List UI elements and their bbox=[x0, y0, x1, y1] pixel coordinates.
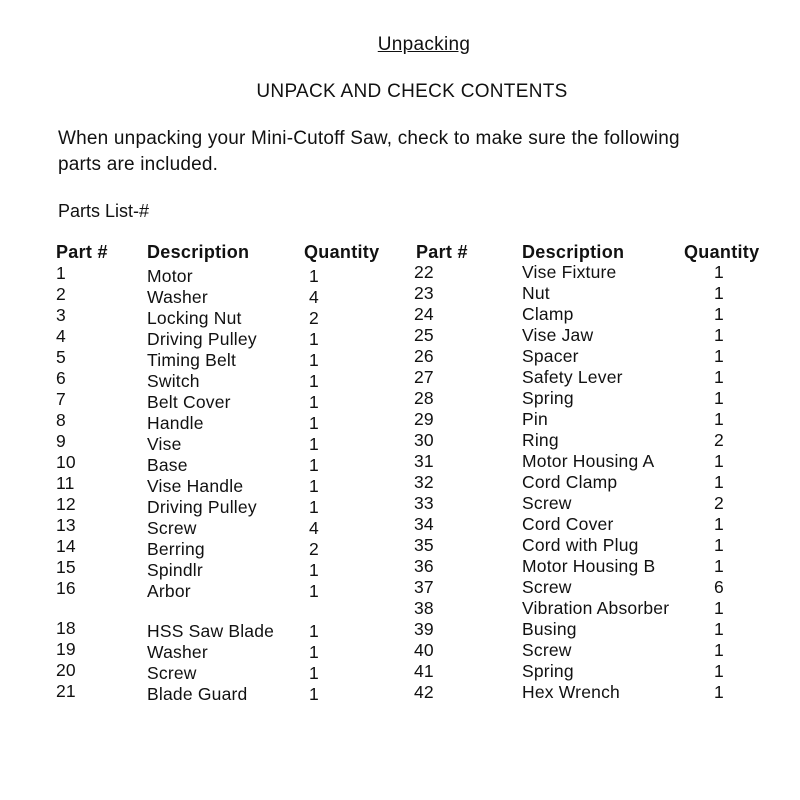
left-part-description: Spindlr bbox=[147, 560, 203, 580]
right-part-part-number: 39 bbox=[414, 619, 434, 639]
left-part-part-number: 21 bbox=[56, 681, 76, 701]
right-part-description: Busing bbox=[522, 619, 577, 639]
left-part-description: Locking Nut bbox=[147, 308, 242, 328]
left-part-part-number: 6 bbox=[56, 368, 66, 388]
right-part-description: Cord Cover bbox=[522, 514, 614, 534]
right-part-quantity: 1 bbox=[714, 325, 724, 345]
left-header-part: Part # bbox=[56, 242, 108, 262]
right-part-part-number: 37 bbox=[414, 577, 434, 597]
left-part-quantity: 4 bbox=[309, 518, 319, 538]
left-part-description: Screw bbox=[147, 518, 197, 538]
right-part-quantity: 1 bbox=[714, 556, 724, 576]
left-part-part-number: 5 bbox=[56, 347, 66, 367]
right-part-quantity: 1 bbox=[714, 661, 724, 681]
right-part-description: Cord Clamp bbox=[522, 472, 618, 492]
right-part-quantity: 1 bbox=[714, 472, 724, 492]
right-part-quantity: 1 bbox=[714, 514, 724, 534]
left-part-part-number: 20 bbox=[56, 660, 76, 680]
left-part-part-number: 16 bbox=[56, 578, 76, 598]
right-part-quantity: 1 bbox=[714, 640, 724, 660]
left-part-quantity: 1 bbox=[309, 371, 319, 391]
right-part-description: Cord with Plug bbox=[522, 535, 639, 555]
right-part-part-number: 31 bbox=[414, 451, 434, 471]
left-part-quantity: 1 bbox=[309, 581, 319, 601]
right-part-part-number: 42 bbox=[414, 682, 434, 702]
right-part-part-number: 38 bbox=[414, 598, 434, 618]
left-part-description: Washer bbox=[147, 642, 208, 662]
right-part-description: Motor Housing A bbox=[522, 451, 655, 471]
right-header-quantity: Quantity bbox=[684, 242, 760, 262]
left-part-part-number: 14 bbox=[56, 536, 76, 556]
right-part-description: Nut bbox=[522, 283, 550, 303]
left-part-part-number: 10 bbox=[56, 452, 76, 472]
left-part-description: Belt Cover bbox=[147, 392, 231, 412]
left-part-part-number: 4 bbox=[56, 326, 66, 346]
left-part-part-number: 3 bbox=[56, 305, 66, 325]
left-part-part-number: 1 bbox=[56, 263, 66, 283]
right-part-part-number: 36 bbox=[414, 556, 434, 576]
right-part-part-number: 41 bbox=[414, 661, 434, 681]
left-part-quantity: 1 bbox=[309, 434, 319, 454]
right-part-part-number: 22 bbox=[414, 262, 434, 282]
left-part-description: Berring bbox=[147, 539, 205, 559]
right-part-description: Screw bbox=[522, 577, 572, 597]
right-part-description: Safety Lever bbox=[522, 367, 623, 387]
right-part-quantity: 1 bbox=[714, 304, 724, 324]
right-part-description: Vise Fixture bbox=[522, 262, 617, 282]
left-part-description: Switch bbox=[147, 371, 200, 391]
right-part-part-number: 24 bbox=[414, 304, 434, 324]
right-part-part-number: 30 bbox=[414, 430, 434, 450]
left-part-part-number: 18 bbox=[56, 618, 76, 638]
left-part-description: Driving Pulley bbox=[147, 329, 257, 349]
left-part-quantity: 1 bbox=[309, 455, 319, 475]
left-part-description: Blade Guard bbox=[147, 684, 248, 704]
parts-list-title: Parts List-# bbox=[58, 201, 150, 221]
right-part-quantity: 2 bbox=[714, 493, 724, 513]
left-part-quantity: 1 bbox=[309, 684, 319, 704]
left-part-part-number: 12 bbox=[56, 494, 76, 514]
right-part-quantity: 1 bbox=[714, 283, 724, 303]
right-part-quantity: 2 bbox=[714, 430, 724, 450]
right-part-description: Clamp bbox=[522, 304, 574, 324]
left-part-description: Handle bbox=[147, 413, 204, 433]
left-part-quantity: 1 bbox=[309, 497, 319, 517]
left-part-quantity: 1 bbox=[309, 621, 319, 641]
left-part-description: HSS Saw Blade bbox=[147, 621, 275, 641]
right-part-description: Spring bbox=[522, 661, 574, 681]
right-part-quantity: 1 bbox=[714, 409, 724, 429]
left-part-quantity: 1 bbox=[309, 350, 319, 370]
left-part-part-number: 7 bbox=[56, 389, 66, 409]
right-part-quantity: 1 bbox=[714, 598, 724, 618]
left-part-part-number: 13 bbox=[56, 515, 76, 535]
left-part-part-number: 2 bbox=[56, 284, 66, 304]
left-part-quantity: 2 bbox=[309, 308, 319, 328]
right-part-description: Screw bbox=[522, 640, 572, 660]
left-part-quantity: 1 bbox=[309, 266, 319, 286]
left-part-description: Arbor bbox=[147, 581, 191, 601]
left-part-quantity: 1 bbox=[309, 642, 319, 662]
right-part-description: Vibration Absorber bbox=[522, 598, 670, 618]
right-part-part-number: 35 bbox=[414, 535, 434, 555]
right-part-part-number: 23 bbox=[414, 283, 434, 303]
intro-line-2: parts are included. bbox=[58, 154, 219, 175]
right-part-description: Pin bbox=[522, 409, 548, 429]
left-header-quantity: Quantity bbox=[304, 242, 380, 262]
right-part-description: Hex Wrench bbox=[522, 682, 620, 702]
left-part-quantity: 4 bbox=[309, 287, 319, 307]
left-part-quantity: 1 bbox=[309, 560, 319, 580]
left-part-quantity: 1 bbox=[309, 413, 319, 433]
right-part-description: Spring bbox=[522, 388, 574, 408]
intro-line-1: When unpacking your Mini-Cutoff Saw, check to make sure the following bbox=[58, 128, 680, 149]
left-part-description: Base bbox=[147, 455, 188, 475]
right-part-description: Ring bbox=[522, 430, 559, 450]
left-part-description: Washer bbox=[147, 287, 208, 307]
right-part-quantity: 1 bbox=[714, 682, 724, 702]
left-header-description: Description bbox=[147, 242, 250, 262]
right-part-part-number: 29 bbox=[414, 409, 434, 429]
right-part-part-number: 28 bbox=[414, 388, 434, 408]
right-part-part-number: 26 bbox=[414, 346, 434, 366]
left-part-quantity: 1 bbox=[309, 663, 319, 683]
right-part-part-number: 34 bbox=[414, 514, 434, 534]
right-part-quantity: 1 bbox=[714, 346, 724, 366]
left-part-part-number: 15 bbox=[56, 557, 76, 577]
right-header-description: Description bbox=[522, 242, 625, 262]
left-part-description: Vise Handle bbox=[147, 476, 244, 496]
left-part-part-number: 11 bbox=[56, 473, 75, 493]
left-part-quantity: 1 bbox=[309, 329, 319, 349]
left-part-part-number: 19 bbox=[56, 639, 76, 659]
left-part-description: Vise bbox=[147, 434, 182, 454]
left-part-quantity: 2 bbox=[309, 539, 319, 559]
right-part-part-number: 27 bbox=[414, 367, 434, 387]
right-part-quantity: 1 bbox=[714, 367, 724, 387]
left-part-part-number: 8 bbox=[56, 410, 66, 430]
right-part-quantity: 1 bbox=[714, 388, 724, 408]
left-part-description: Screw bbox=[147, 663, 197, 683]
left-part-description: Motor bbox=[147, 266, 193, 286]
right-header-part: Part # bbox=[416, 242, 468, 262]
right-part-description: Vise Jaw bbox=[522, 325, 594, 345]
left-part-description: Timing Belt bbox=[147, 350, 237, 370]
right-part-part-number: 40 bbox=[414, 640, 434, 660]
right-part-description: Screw bbox=[522, 493, 572, 513]
right-part-quantity: 1 bbox=[714, 262, 724, 282]
section-subtitle: UNPACK AND CHECK CONTENTS bbox=[256, 81, 568, 102]
right-part-description: Motor Housing B bbox=[522, 556, 656, 576]
right-part-quantity: 1 bbox=[714, 451, 724, 471]
intro-paragraph bbox=[58, 126, 778, 178]
left-part-quantity: 1 bbox=[309, 392, 319, 412]
right-part-part-number: 33 bbox=[414, 493, 434, 513]
page-title: Unpacking bbox=[377, 34, 471, 55]
left-part-description: Driving Pulley bbox=[147, 497, 257, 517]
right-part-part-number: 25 bbox=[414, 325, 434, 345]
right-part-description: Spacer bbox=[522, 346, 579, 366]
left-part-quantity: 1 bbox=[309, 476, 319, 496]
left-part-part-number: 9 bbox=[56, 431, 66, 451]
right-part-quantity: 1 bbox=[714, 535, 724, 555]
right-part-quantity: 1 bbox=[714, 619, 724, 639]
right-part-quantity: 6 bbox=[714, 577, 724, 597]
right-part-part-number: 32 bbox=[414, 472, 434, 492]
